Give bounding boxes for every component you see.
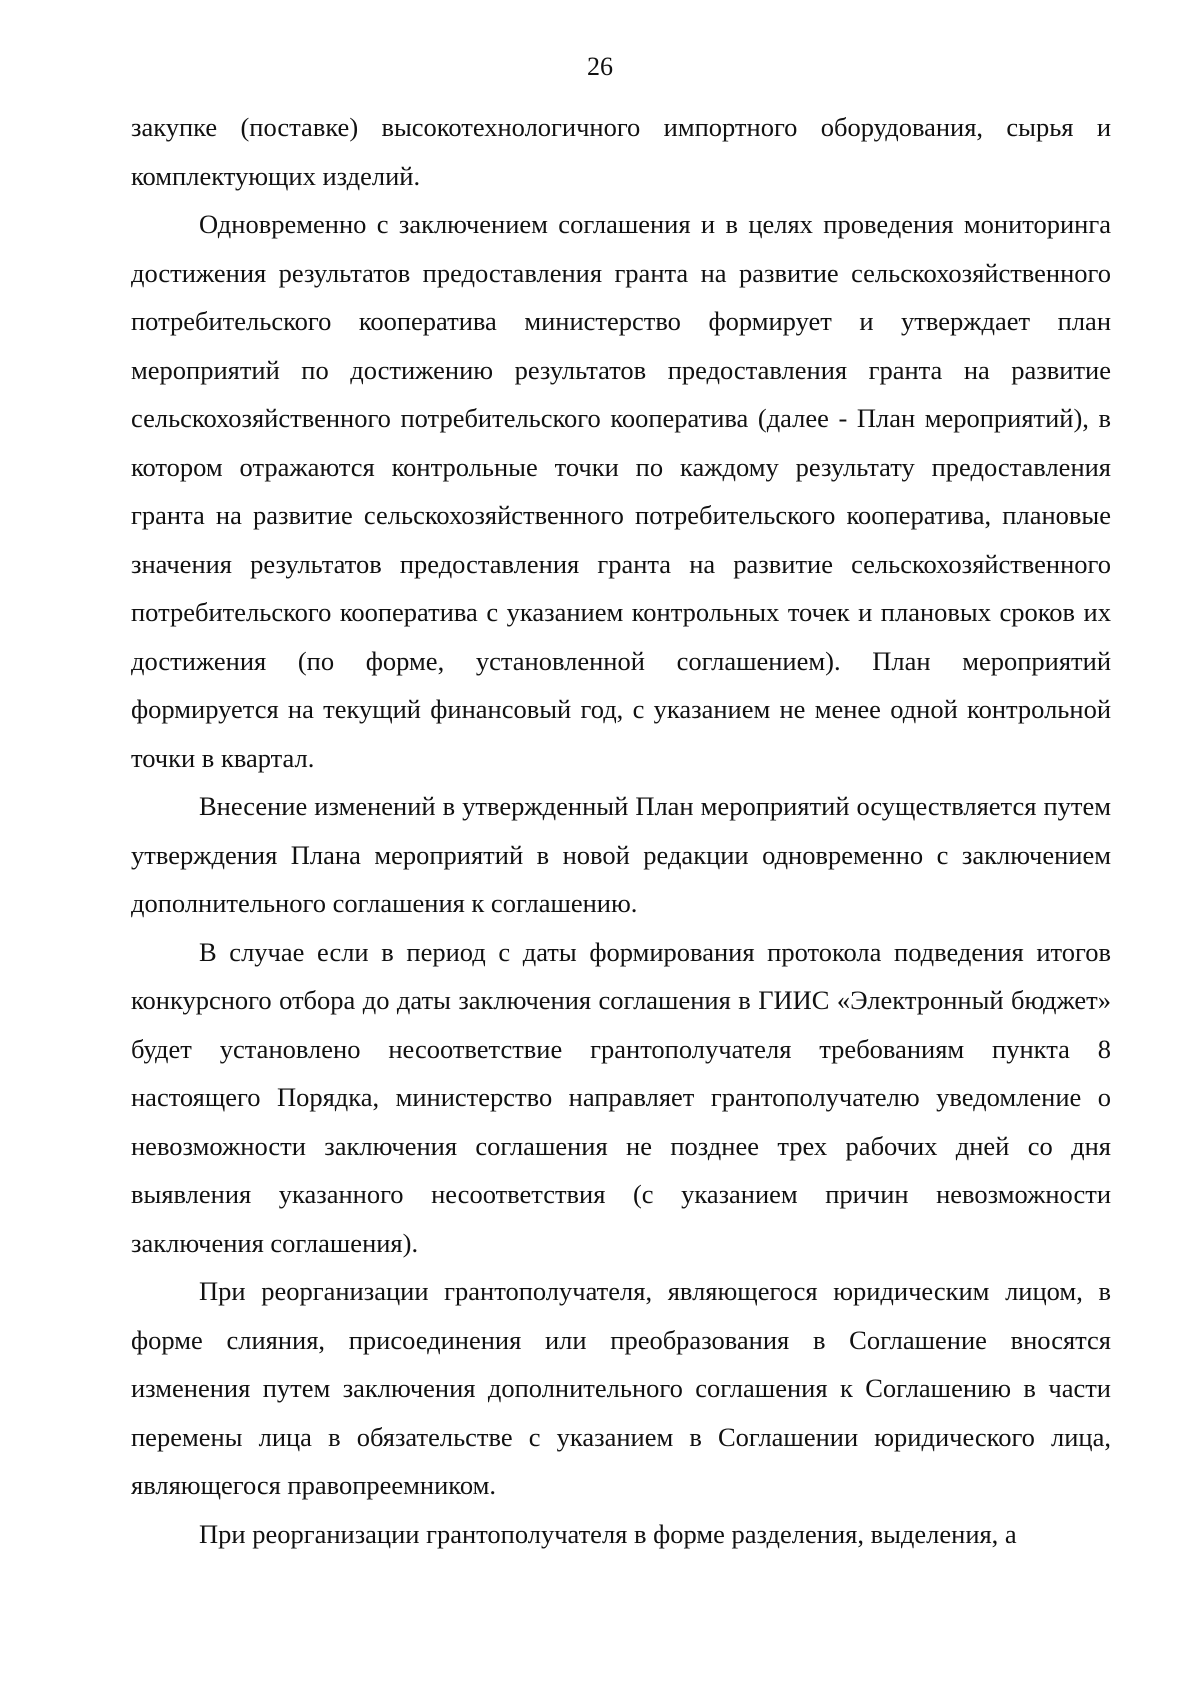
paragraph-action-plan: Одновременно с заключением соглашения и в целях проведения мониторинга достижения результатов предоставления гранта на развитие сельскохозяйственного потребительского кооператива министерство формирует и утверждает план мероприятий по достижению результатов предоставления гранта на развитие сельскохозяйственного потребительского кооператива (далее - План мероприятий), в котором отражаются контрольные точки по каждому результату предоставления гранта на развитие сельскохозяйственного потребительского кооператива, плановые значения результатов предоставления гранта на развитие сельскохозяйственного потребительского кооператива с указанием контрольных точек и плановых сроков их достижения (по форме, установленной соглашением). План мероприятий формируется на текущий финансовый год, с указанием не менее одной контрольной точки в квартал.: [131, 209, 1111, 773]
paragraph-plan-changes: Внесение изменений в утвержденный План мероприятий осуществляется путем утверждения Плана мероприятий в новой редакции одновременно с заключением дополнительного соглашения к соглашению.: [131, 791, 1111, 918]
document-body: [131, 103, 1111, 1558]
paragraph-continuation: закупке (поставке) высокотехнологичного импортного оборудования, сырья и комплектующих изделий.: [131, 112, 1111, 191]
paragraph-noncompliance-notice: В случае если в период с даты формирования протокола подведения итогов конкурсного отбора до даты заключения соглашения в ГИИС «Электронный бюджет» будет установлено несоответствие грантополучателя требованиям пункта 8 настоящего Порядка, министерство направляет грантополучателю уведомление о невозможности заключения соглашения не позднее трех рабочих дней со дня выявления указанного несоответствия (с указанием причин невозможности заключения соглашения).: [131, 936, 1111, 1258]
paragraph-reorganization-merger: При реорганизации грантополучателя, являющегося юридическим лицом, в форме слияния, присоединения или преобразования в Соглашение вносятся изменения путем заключения дополнительного соглашения к Соглашению в части перемены лица в обязательстве с указанием в Соглашении юридического лица, являющегося правопреемником.: [131, 1276, 1111, 1500]
page-number: 26: [587, 52, 613, 81]
paragraph-reorganization-division: При реорганизации грантополучателя в форме разделения, выделения, а: [199, 1518, 1017, 1549]
